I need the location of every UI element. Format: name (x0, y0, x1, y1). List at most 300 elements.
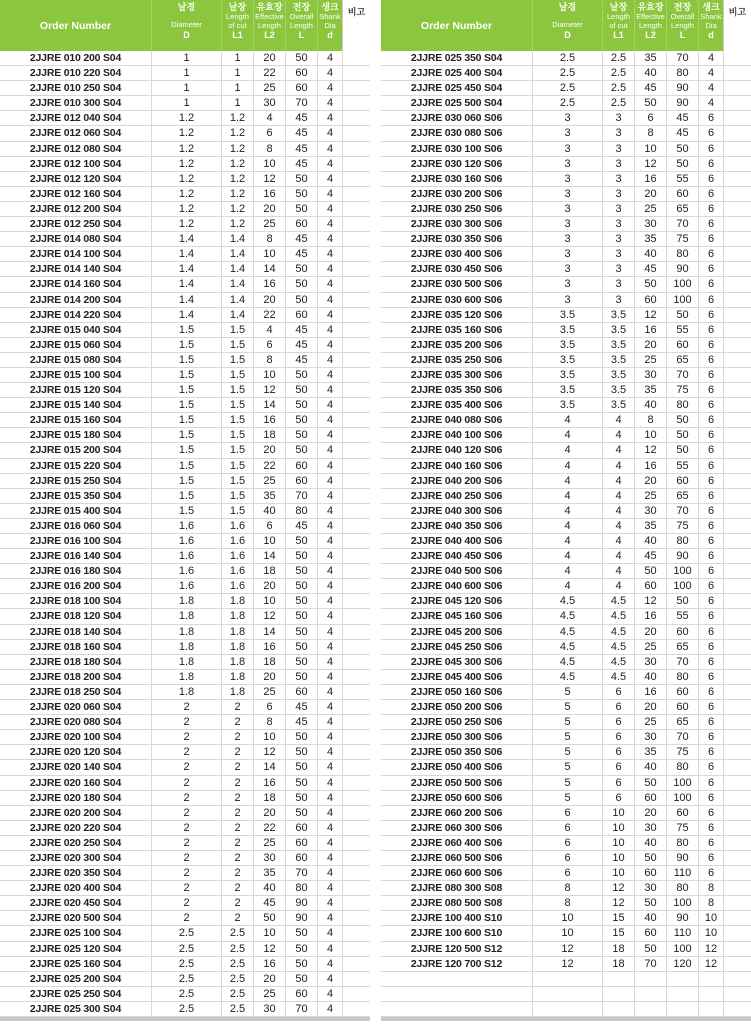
overall-length-cell: 80 (666, 881, 698, 895)
effective-length-cell: 40 (253, 504, 285, 518)
diameter-cell: 2.5 (151, 926, 221, 940)
note-cell (342, 911, 370, 925)
diameter-cell: 1.2 (151, 187, 221, 201)
overall-length-cell: 110 (666, 926, 698, 940)
shank-dia-cell: 4 (317, 625, 342, 639)
shank-dia-cell: 6 (698, 323, 723, 337)
header-length-of-cut (221, 0, 253, 51)
effective-length-cell: 30 (634, 504, 666, 518)
overall-length-cell: 50 (285, 428, 317, 442)
diameter-cell: 4 (532, 534, 602, 548)
length-of-cut-cell: 2 (221, 821, 253, 835)
header-shank-en2: Dia (705, 20, 717, 30)
effective-length-cell: 10 (253, 594, 285, 608)
order-number-cell (381, 987, 532, 1001)
note-cell (342, 368, 370, 382)
effective-length-cell: 60 (634, 866, 666, 880)
note-cell (723, 776, 751, 790)
table-row (381, 398, 751, 413)
diameter-cell: 1.4 (151, 308, 221, 322)
length-of-cut-cell: 1.2 (221, 187, 253, 201)
effective-length-cell: 16 (253, 640, 285, 654)
table-row (0, 111, 370, 126)
overall-length-cell: 45 (285, 157, 317, 171)
order-number-cell: 2JJRE 060 300 S06 (410, 821, 503, 834)
diameter-cell: 2 (151, 791, 221, 805)
table-row (381, 81, 751, 96)
header-overall-en2: Length (290, 20, 313, 30)
shank-dia-cell: 4 (317, 836, 342, 850)
table-row (0, 81, 370, 96)
effective-length-cell: 12 (253, 609, 285, 623)
shank-dia-cell: 6 (698, 640, 723, 654)
order-number-cell: 2JJRE 015 180 S04 (29, 429, 122, 442)
diameter-cell: 1.5 (151, 353, 221, 367)
effective-length-cell: 20 (253, 51, 285, 65)
note-cell (723, 564, 751, 578)
note-cell (723, 142, 751, 156)
header-shank-ko: 생크 (702, 2, 720, 12)
overall-length-cell: 80 (666, 247, 698, 261)
diameter-cell: 1.8 (151, 640, 221, 654)
length-of-cut-cell: 4.5 (602, 670, 634, 684)
diameter-cell: 4 (532, 428, 602, 442)
overall-length-cell: 50 (285, 413, 317, 427)
note-cell (342, 519, 370, 533)
diameter-cell: 5 (532, 760, 602, 774)
overall-length-cell: 70 (666, 730, 698, 744)
diameter-cell: 2 (151, 911, 221, 925)
shank-dia-cell: 4 (317, 730, 342, 744)
order-number-cell: 2JJRE 045 300 S06 (410, 655, 503, 668)
table-row (0, 609, 370, 624)
order-number-cell: 2JJRE 040 100 S06 (410, 429, 503, 442)
overall-length-cell: 50 (285, 443, 317, 457)
header-overall-ko: 전장 (673, 2, 692, 12)
overall-length-cell: 70 (285, 866, 317, 880)
diameter-cell: 2.5 (532, 66, 602, 80)
header-note: 비고 (723, 0, 751, 51)
table-row (0, 232, 370, 247)
order-number-cell: 2JJRE 030 450 S06 (410, 263, 503, 276)
length-of-cut-cell: 15 (602, 911, 634, 925)
header-diameter-sym: D (183, 29, 190, 40)
order-number-cell: 2JJRE 020 250 S04 (29, 836, 122, 849)
effective-length-cell: 25 (253, 81, 285, 95)
shank-dia-cell: 4 (317, 142, 342, 156)
length-of-cut-cell: 3.5 (602, 368, 634, 382)
table-row (381, 745, 751, 760)
table-row (381, 881, 751, 896)
table-row (0, 1002, 370, 1017)
overall-length-cell: 70 (285, 96, 317, 110)
table-row (381, 911, 751, 926)
order-number-cell: 2JJRE 040 250 S06 (410, 489, 503, 502)
effective-length-cell: 40 (634, 670, 666, 684)
length-of-cut-cell: 2.5 (602, 66, 634, 80)
overall-length-cell: 50 (285, 579, 317, 593)
overall-length-cell: 50 (285, 926, 317, 940)
effective-length-cell: 20 (253, 579, 285, 593)
header-note: 비고 (342, 0, 370, 51)
shank-dia-cell: 6 (698, 157, 723, 171)
diameter-cell: 2 (151, 745, 221, 759)
effective-length-cell: 16 (253, 187, 285, 201)
shank-dia-cell: 4 (317, 670, 342, 684)
note-cell (723, 866, 751, 880)
length-of-cut-cell: 2 (221, 700, 253, 714)
note-cell (342, 172, 370, 186)
order-number-cell: 2JJRE 025 250 S04 (29, 987, 122, 1000)
length-of-cut-cell: 1.5 (221, 443, 253, 457)
note-cell (342, 700, 370, 714)
note-cell (723, 217, 751, 231)
diameter-cell: 12 (532, 942, 602, 956)
shank-dia-cell: 4 (317, 640, 342, 654)
order-number-cell: 2JJRE 020 200 S04 (29, 806, 122, 819)
order-number-cell: 2JJRE 035 160 S06 (410, 323, 503, 336)
order-number-cell: 2JJRE 045 400 S06 (410, 670, 503, 683)
shank-dia-cell: 4 (317, 96, 342, 110)
length-of-cut-cell: 3.5 (602, 338, 634, 352)
overall-length-cell: 45 (666, 126, 698, 140)
effective-length-cell: 50 (634, 776, 666, 790)
shank-dia-cell: 6 (698, 866, 723, 880)
length-of-cut-cell: 2 (221, 881, 253, 895)
length-of-cut-cell: 4 (602, 443, 634, 457)
shank-dia-cell: 4 (317, 202, 342, 216)
overall-length-cell: 50 (666, 443, 698, 457)
header-efflength-sym: L2 (264, 30, 275, 40)
shank-dia-cell: 6 (698, 836, 723, 850)
effective-length-cell: 14 (253, 625, 285, 639)
diameter-cell: 3 (532, 293, 602, 307)
length-of-cut-cell: 1.5 (221, 383, 253, 397)
table-row (381, 1002, 751, 1017)
overall-length-cell: 70 (666, 51, 698, 65)
table-row (381, 579, 751, 594)
diameter-cell: 5 (532, 776, 602, 790)
table-row (381, 126, 751, 141)
shank-dia-cell: 12 (698, 957, 723, 971)
table-footer-bar (381, 1017, 751, 1021)
diameter-cell: 1.2 (151, 157, 221, 171)
header-effective-length (253, 0, 285, 51)
order-number-cell: 2JJRE 025 450 S04 (410, 82, 503, 95)
shank-dia-cell: 4 (317, 881, 342, 895)
length-of-cut-cell: 1.2 (221, 202, 253, 216)
effective-length-cell: 10 (253, 368, 285, 382)
length-of-cut-cell: 2 (221, 791, 253, 805)
overall-length-cell: 75 (666, 821, 698, 835)
order-number-cell: 2JJRE 100 600 S10 (410, 927, 503, 940)
table-row (381, 776, 751, 791)
shank-dia-cell: 6 (698, 564, 723, 578)
note-cell (723, 987, 751, 1001)
note-cell (342, 142, 370, 156)
effective-length-cell: 14 (253, 549, 285, 563)
effective-length-cell: 40 (634, 911, 666, 925)
table-row (381, 942, 751, 957)
effective-length-cell: 12 (634, 594, 666, 608)
table-row (0, 262, 370, 277)
note-cell (342, 187, 370, 201)
header-overall-sym: L (298, 30, 305, 40)
note-cell (723, 247, 751, 261)
overall-length-cell: 45 (285, 247, 317, 261)
note-cell (342, 685, 370, 699)
diameter-cell: 1.4 (151, 262, 221, 276)
diameter-cell: 1 (151, 66, 221, 80)
order-number-cell: 2JJRE 018 160 S04 (29, 640, 122, 653)
table-row (381, 564, 751, 579)
diameter-cell: 1.2 (151, 111, 221, 125)
table-row (0, 625, 370, 640)
diameter-cell: 2.5 (532, 96, 602, 110)
shank-dia-cell: 6 (698, 443, 723, 457)
order-number-cell: 2JJRE 040 350 S06 (410, 519, 503, 532)
header-shank-dia (317, 0, 342, 51)
effective-length-cell: 50 (634, 896, 666, 910)
effective-length-cell: 45 (634, 549, 666, 563)
length-of-cut-cell: 1.8 (221, 609, 253, 623)
length-of-cut-cell: 4.5 (602, 640, 634, 654)
effective-length-cell: 25 (253, 474, 285, 488)
length-of-cut-cell: 2.5 (221, 942, 253, 956)
table-row (0, 368, 370, 383)
table-row (381, 519, 751, 534)
shank-dia-cell: 4 (317, 51, 342, 65)
effective-length-cell: 18 (253, 791, 285, 805)
diameter-cell (532, 987, 602, 1001)
shank-dia-cell: 4 (317, 111, 342, 125)
note-cell (723, 398, 751, 412)
length-of-cut-cell (602, 987, 634, 1001)
table-row (0, 96, 370, 111)
effective-length-cell: 35 (253, 489, 285, 503)
shank-dia-cell: 4 (317, 926, 342, 940)
note-cell (342, 338, 370, 352)
header-shank-sym: d (708, 30, 714, 40)
shank-dia-cell: 4 (317, 655, 342, 669)
diameter-cell: 1.8 (151, 655, 221, 669)
spec-table-left (0, 0, 370, 1021)
header-shank-en1: Shank (700, 12, 722, 21)
overall-length-cell: 50 (285, 625, 317, 639)
length-of-cut-cell: 3 (602, 293, 634, 307)
table-row (381, 413, 751, 428)
effective-length-cell: 70 (634, 957, 666, 971)
table-row (381, 625, 751, 640)
effective-length-cell: 22 (253, 459, 285, 473)
table-header (0, 0, 370, 51)
order-number-cell: 2JJRE 040 450 S06 (410, 550, 503, 563)
order-number-cell: 2JJRE 012 100 S04 (29, 157, 122, 170)
overall-length-cell: 60 (285, 987, 317, 1001)
effective-length-cell: 45 (634, 81, 666, 95)
diameter-cell: 6 (532, 821, 602, 835)
note-cell (723, 504, 751, 518)
overall-length-cell: 50 (666, 308, 698, 322)
effective-length-cell: 30 (634, 730, 666, 744)
length-of-cut-cell: 3.5 (602, 308, 634, 322)
overall-length-cell: 70 (285, 489, 317, 503)
note-cell (342, 670, 370, 684)
diameter-cell: 2 (151, 866, 221, 880)
order-number-cell: 2JJRE 035 120 S06 (410, 308, 503, 321)
header-shank-en1: Shank (319, 12, 341, 21)
table-footer-bar (0, 1017, 370, 1021)
effective-length-cell: 50 (634, 851, 666, 865)
diameter-cell: 2 (151, 806, 221, 820)
order-number-cell: 2JJRE 050 600 S06 (410, 791, 503, 804)
diameter-cell: 3 (532, 262, 602, 276)
shank-dia-cell: 4 (317, 594, 342, 608)
table-row (381, 534, 751, 549)
diameter-cell: 2 (151, 700, 221, 714)
note-cell (342, 534, 370, 548)
order-number-cell: 2JJRE 014 220 S04 (29, 308, 122, 321)
table-row (0, 760, 370, 775)
note-cell (723, 881, 751, 895)
overall-length-cell: 65 (666, 202, 698, 216)
table-row (381, 323, 751, 338)
diameter-cell: 6 (532, 836, 602, 850)
table-row (381, 821, 751, 836)
effective-length-cell: 20 (634, 338, 666, 352)
diameter-cell: 1.2 (151, 202, 221, 216)
shank-dia-cell: 6 (698, 172, 723, 186)
overall-length-cell: 60 (285, 308, 317, 322)
diameter-cell: 3 (532, 202, 602, 216)
overall-length-cell: 60 (285, 821, 317, 835)
diameter-cell: 2 (151, 776, 221, 790)
effective-length-cell: 16 (253, 277, 285, 291)
effective-length-cell: 40 (634, 66, 666, 80)
order-number-cell: 2JJRE 020 160 S04 (29, 776, 122, 789)
header-overall-length (285, 0, 317, 51)
order-number-cell: 2JJRE 014 080 S04 (29, 233, 122, 246)
shank-dia-cell: 6 (698, 277, 723, 291)
overall-length-cell: 90 (666, 262, 698, 276)
effective-length-cell: 35 (253, 866, 285, 880)
note-cell (723, 413, 751, 427)
note-cell (723, 926, 751, 940)
table-row (381, 51, 751, 66)
note-cell (342, 157, 370, 171)
overall-length-cell: 60 (666, 700, 698, 714)
header-overall-ko: 전장 (292, 2, 311, 12)
header-diameter (151, 0, 221, 51)
effective-length-cell: 50 (634, 564, 666, 578)
effective-length-cell: 16 (634, 459, 666, 473)
effective-length-cell: 50 (634, 942, 666, 956)
length-of-cut-cell: 10 (602, 851, 634, 865)
length-of-cut-cell: 6 (602, 745, 634, 759)
overall-length-cell: 50 (285, 293, 317, 307)
header-shank-sym: d (327, 30, 333, 40)
shank-dia-cell: 4 (317, 821, 342, 835)
overall-length-cell: 50 (285, 640, 317, 654)
length-of-cut-cell: 2 (221, 911, 253, 925)
table-row (0, 51, 370, 66)
diameter-cell: 1.8 (151, 594, 221, 608)
overall-length-cell: 50 (666, 428, 698, 442)
note-cell (342, 489, 370, 503)
order-number-cell: 2JJRE 015 400 S04 (29, 504, 122, 517)
length-of-cut-cell: 3 (602, 142, 634, 156)
overall-length-cell: 60 (285, 685, 317, 699)
length-of-cut-cell: 1.5 (221, 368, 253, 382)
diameter-cell: 2 (151, 760, 221, 774)
length-of-cut-cell: 2 (221, 776, 253, 790)
shank-dia-cell: 6 (698, 308, 723, 322)
effective-length-cell: 10 (634, 428, 666, 442)
diameter-cell: 1.2 (151, 126, 221, 140)
shank-dia-cell: 4 (317, 81, 342, 95)
table-row (381, 957, 751, 972)
order-number-cell: 2JJRE 060 500 S06 (410, 851, 503, 864)
overall-length-cell: 80 (666, 670, 698, 684)
note-cell (723, 111, 751, 125)
overall-length-cell: 45 (285, 700, 317, 714)
order-number-cell: 2JJRE 012 200 S04 (29, 202, 122, 215)
order-number-cell: 2JJRE 050 250 S06 (410, 716, 503, 729)
length-of-cut-cell: 1.8 (221, 685, 253, 699)
overall-length-cell: 55 (666, 459, 698, 473)
length-of-cut-cell: 1.5 (221, 353, 253, 367)
length-of-cut-cell: 1.5 (221, 489, 253, 503)
note-cell (342, 1002, 370, 1016)
note-cell (342, 308, 370, 322)
shank-dia-cell: 4 (317, 504, 342, 518)
order-number-cell: 2JJRE 040 200 S06 (410, 474, 503, 487)
overall-length-cell: 65 (666, 353, 698, 367)
length-of-cut-cell: 10 (602, 836, 634, 850)
effective-length-cell: 22 (253, 308, 285, 322)
shank-dia-cell: 4 (317, 549, 342, 563)
note-cell (342, 293, 370, 307)
overall-length-cell: 120 (666, 957, 698, 971)
shank-dia-cell: 6 (698, 670, 723, 684)
note-cell (723, 609, 751, 623)
shank-dia-cell: 4 (317, 519, 342, 533)
note-cell (342, 851, 370, 865)
table-row (0, 957, 370, 972)
effective-length-cell: 10 (253, 926, 285, 940)
shank-dia-cell: 6 (698, 745, 723, 759)
table-row (381, 428, 751, 443)
effective-length-cell: 14 (253, 262, 285, 276)
order-number-cell: 2JJRE 080 300 S08 (410, 882, 503, 895)
shank-dia-cell: 6 (698, 715, 723, 729)
order-number-cell: 2JJRE 018 100 S04 (29, 595, 122, 608)
overall-length-cell: 80 (666, 66, 698, 80)
length-of-cut-cell: 15 (602, 926, 634, 940)
shank-dia-cell: 6 (698, 776, 723, 790)
note-cell (723, 428, 751, 442)
shank-dia-cell (698, 1002, 723, 1016)
order-number-cell: 2JJRE 015 250 S04 (29, 474, 122, 487)
note-cell (723, 715, 751, 729)
order-number-cell: 2JJRE 030 500 S06 (410, 278, 503, 291)
overall-length-cell (666, 972, 698, 986)
diameter-cell: 5 (532, 700, 602, 714)
shank-dia-cell: 4 (317, 776, 342, 790)
effective-length-cell: 30 (634, 821, 666, 835)
overall-length-cell: 50 (285, 730, 317, 744)
order-number-cell: 2JJRE 025 100 S04 (29, 927, 122, 940)
